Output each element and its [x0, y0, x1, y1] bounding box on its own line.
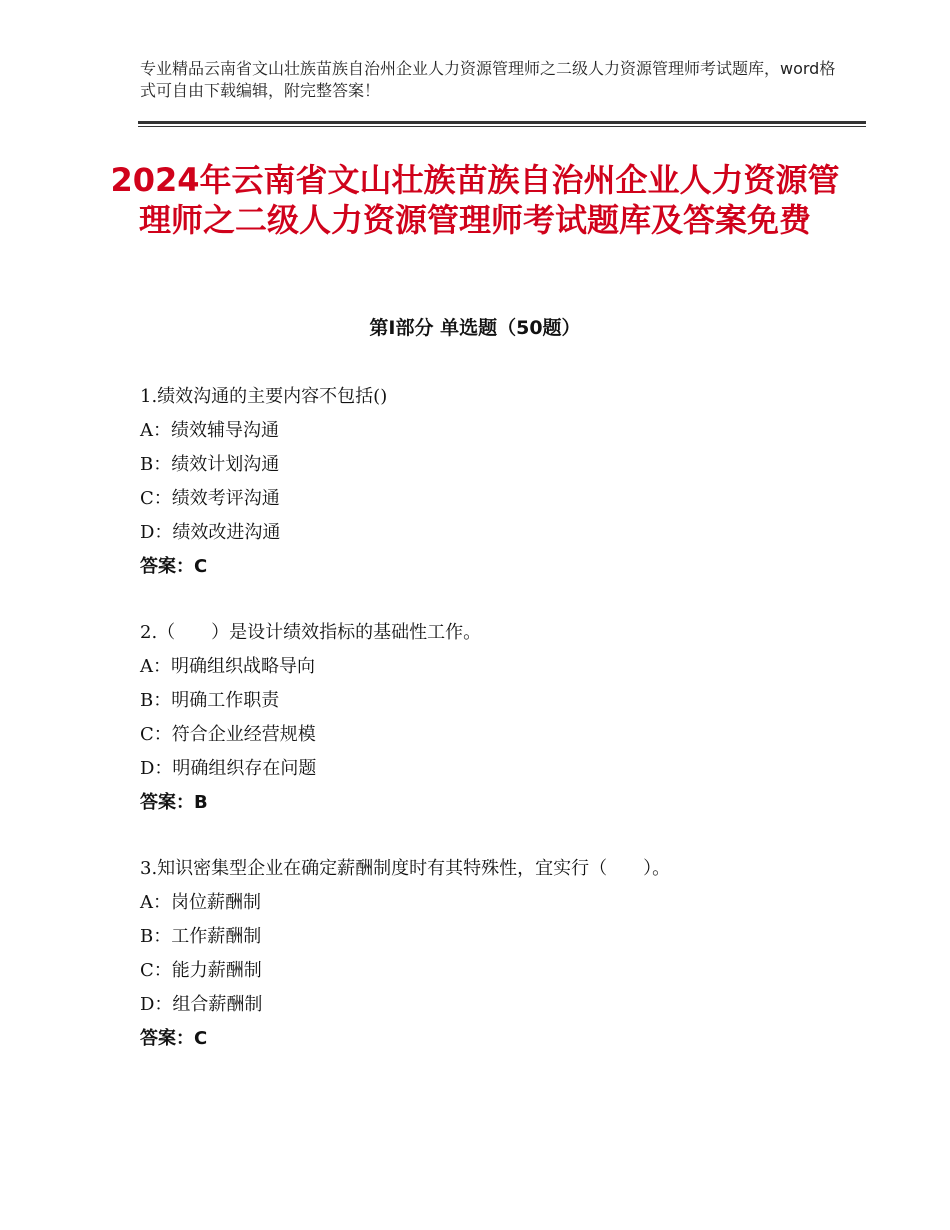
header-rule-thin: [138, 126, 866, 127]
option-a: A：明确组织战略导向: [140, 656, 315, 677]
option-a: A：绩效辅导沟通: [140, 420, 279, 441]
option-d: D：绩效改进沟通: [140, 522, 281, 543]
option-b: B：工作薪酬制: [140, 926, 262, 947]
option-d: D：明确组织存在问题: [140, 758, 317, 779]
option-c: C：符合企业经营规模: [140, 724, 316, 745]
question-stem: 2.（ ）是设计绩效指标的基础性工作。: [140, 622, 482, 643]
answer-line: 答案：B: [140, 792, 208, 813]
question-list: [140, 380, 860, 1088]
option-c: C：能力薪酬制: [140, 960, 262, 981]
answer-line: 答案：C: [140, 556, 208, 577]
section-heading: 第Ⅰ部分 单选题（50题）: [369, 317, 581, 339]
header-rule-thick: [138, 121, 866, 124]
question-stem: 1.绩效沟通的主要内容不包括(): [140, 386, 388, 407]
question-2: [140, 616, 860, 820]
option-b: B：绩效计划沟通: [140, 454, 280, 475]
header-note: 专业精品云南省文山壮族苗族自治州企业人力资源管理师之二级人力资源管理师考试题库，word格式可自由下载编辑，附完整答案！: [140, 59, 836, 100]
question-stem: 3.知识密集型企业在确定薪酬制度时有其特殊性，宜实行（ ）。: [140, 858, 671, 879]
document-title: 2024年云南省文山壮族苗族自治州企业人力资源管理师之二级人力资源管理师考试题库及答案免费: [110, 161, 840, 239]
option-c: C：绩效考评沟通: [140, 488, 280, 509]
answer-line: 答案：C: [140, 1028, 208, 1049]
option-a: A：岗位薪酬制: [140, 892, 261, 913]
option-b: B：明确工作职责: [140, 690, 280, 711]
option-d: D：组合薪酬制: [140, 994, 263, 1015]
question-3: [140, 852, 860, 1056]
question-1: [140, 380, 860, 584]
